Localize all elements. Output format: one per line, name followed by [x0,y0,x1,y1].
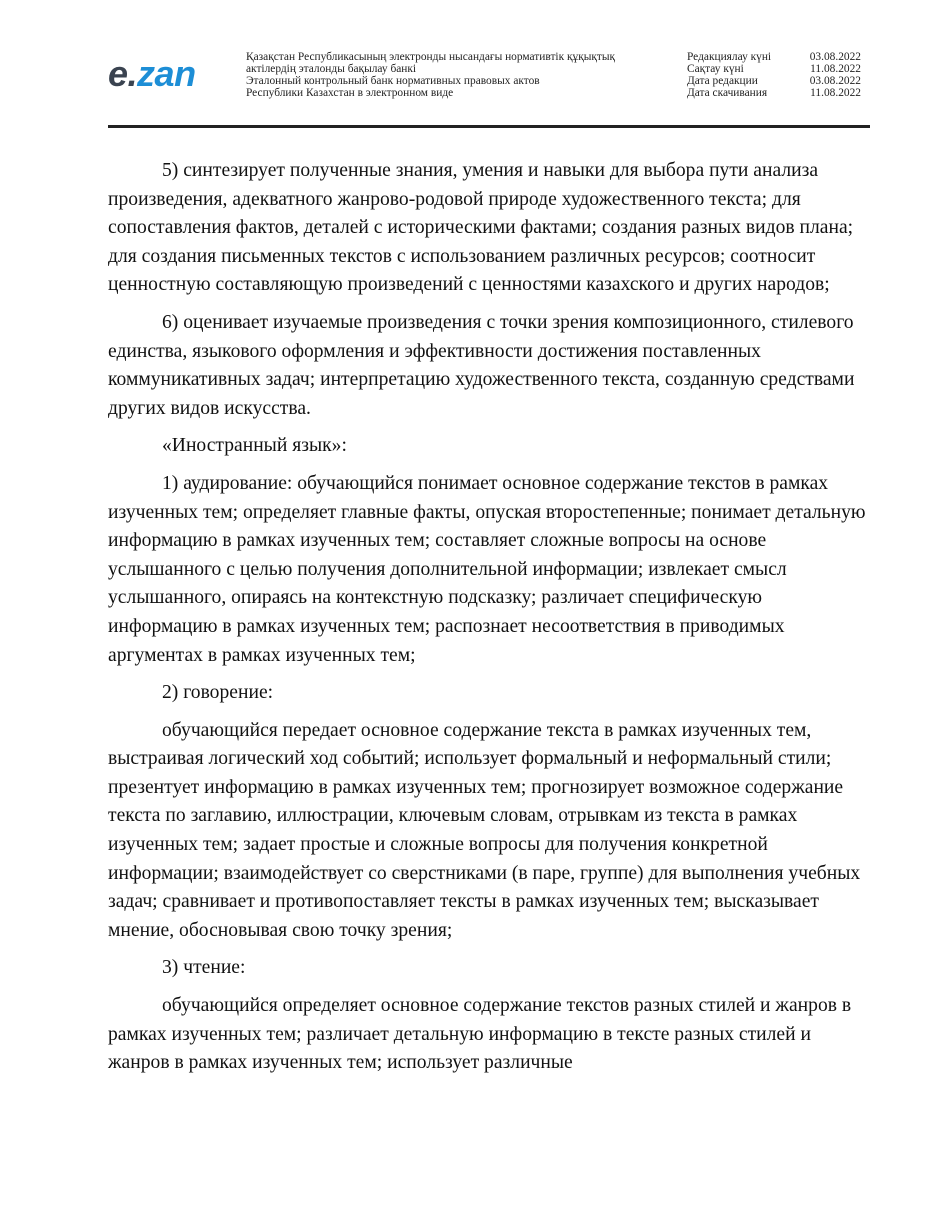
paragraph-item-6: 6) оценивает изучаемые произведения с точки зрения композиционного, стилевого единства, языкового оформления и эффективности достижения поставленных коммуникативных задач; интерпретацию художественного текста, созданную средствами других видов искусства. [108,311,855,419]
meta-row-edit-date-ru [687,75,861,87]
meta-value: 03.08.2022 [809,75,861,87]
meta-label: Сақтау күні [687,63,744,75]
meta-value: 03.08.2022 [809,51,861,63]
logo-zan: zan [137,53,196,94]
header-description-line: Республики Казахстан в электронном виде [246,87,454,99]
logo-dot: . [127,53,138,94]
subheading-reading: 3) чтение: [162,957,246,979]
header-description [246,51,666,99]
meta-label: Дата редакции [687,75,758,87]
logo-e: e [108,53,128,94]
meta-row-download-date-ru [687,87,861,99]
header-description-line: Эталонный контрольный банк нормативных правовых актов [246,75,540,87]
subheading-speaking: 2) говорение: [162,682,274,704]
document-body [108,157,868,1087]
meta-value: 11.08.2022 [810,63,861,75]
meta-label: Редакциялау күні [687,51,772,63]
section-heading-foreign-language: «Иностранный язык»: [162,435,347,457]
paragraph-speaking: обучающийся передает основное содержание текста в рамках изученных тем, выстраивая логический ход событий; использует формальный и неформальный стили; презентует информацию в рамках изученных тем; прогнозирует возможное содержание текста по заглавию, иллюстрации, ключевым словам, отрывкам из текста в рамках изученных тем; задает простые и сложные вопросы для получения конкретной информации; взаимодействует со сверстниками (в паре, группе) для выполнения учебных задач; сравнивает и противопоставляет тексты в рамках изученных тем; высказывает мнение, обосновывая свою точку зрения; [108,719,861,941]
ezan-logo[interactable] [108,54,196,94]
meta-row-edit-date-kz [687,51,861,63]
meta-label: Дата скачивания [687,87,768,99]
meta-value: 11.08.2022 [810,87,861,99]
paragraph-listening: 1) аудирование: обучающийся понимает основное содержание текстов в рамках изученных тем; определяет главные факты, опуская второстепенные; понимает детальную информацию в рамках изученных тем; составляет сложные вопросы на основе услышанного с целью получения дополнительной информации; извлекает смысл услышанного, опираясь на контекстную подсказку; различает специфическую информацию в рамках изученных тем; распознает несоответствия в приводимых аргументах в рамках изученных тем; [108,472,866,666]
paragraph-item-5: 5) синтезирует полученные знания, умения и навыки для выбора пути анализа произведения, адекватного жанрово-родовой природе художественного текста; для сопоставления фактов, деталей с историческими фактами; создания разных видов плана; для создания письменных текстов с использованием различных ресурсов; соотносит ценностную составляющую произведений с ценностями казахского и других народов; [108,160,854,296]
document-header [108,48,870,118]
meta-row-save-date-kz [687,63,861,75]
paragraph-reading: обучающийся определяет основное содержание текстов разных стилей и жанров в рамках изученных тем; различает детальную информацию в тексте разных стилей и жанров в рамках изученных тем; использует различные [108,995,852,1074]
header-description-line: актілердің эталонды бақылау банкі [246,63,417,75]
header-meta [687,51,861,99]
header-description-line: Қазақстан Республикасының электронды нысандағы нормативтік құқықтық [246,51,616,63]
header-divider [108,125,870,128]
